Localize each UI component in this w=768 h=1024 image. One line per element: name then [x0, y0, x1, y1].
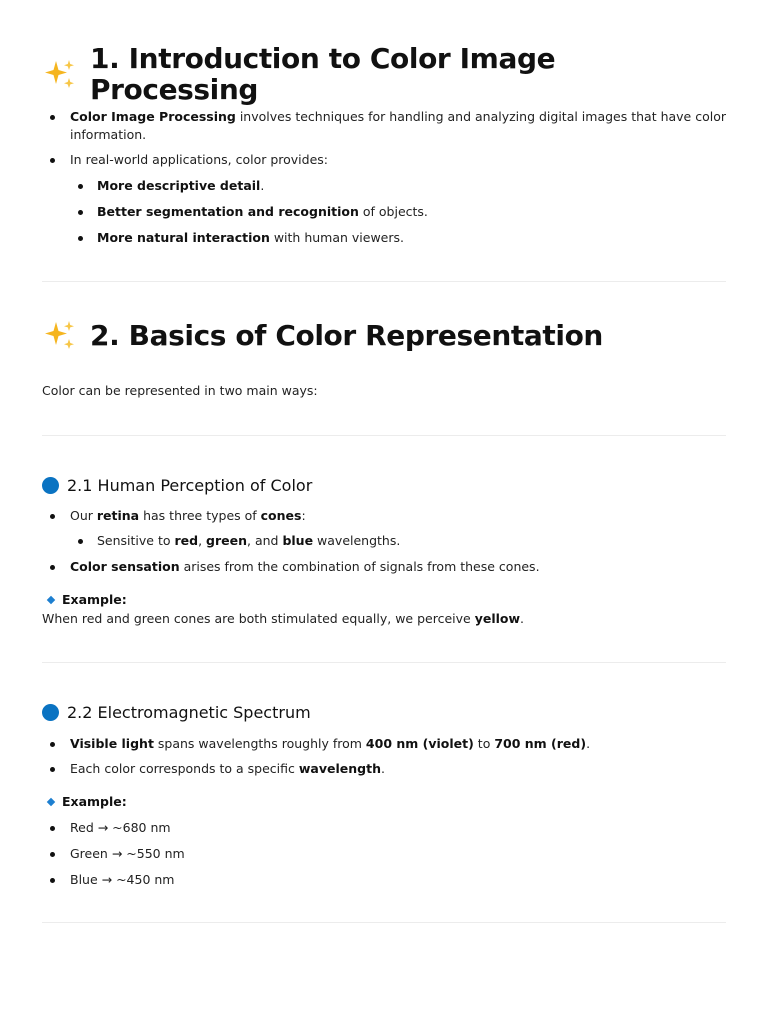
- sub-list-item: [42, 177, 726, 195]
- list-item-text: Red → ~680 nm: [70, 820, 171, 835]
- list-item-text: Blue → ~450 nm: [70, 872, 175, 887]
- bullet-dot: [78, 210, 83, 215]
- bullet-dot: [50, 826, 55, 831]
- bold-term: Color Image Processing: [70, 109, 236, 124]
- text-segment: ,: [198, 533, 207, 548]
- list-item-text: In real-world applications, color provides:: [70, 152, 329, 167]
- sparkle-icon: [42, 57, 78, 93]
- list-item: [42, 819, 726, 837]
- example-text: [42, 610, 726, 628]
- bold-term: blue: [282, 533, 314, 548]
- example-label-text: Example:: [62, 592, 127, 607]
- section-2-heading-row: [42, 318, 726, 354]
- text-segment: :: [301, 508, 306, 523]
- list-item: [42, 871, 726, 889]
- list-item-text: Green → ~550 nm: [70, 846, 185, 861]
- bullet-dot: [50, 767, 55, 772]
- section-divider: [42, 662, 726, 663]
- section-2-2-heading-text: 2.2 Electromagnetic Spectrum: [67, 703, 311, 722]
- bold-term: More descriptive detail: [97, 178, 261, 193]
- sparkle-icon: [42, 318, 78, 354]
- text-segment: to: [473, 736, 495, 751]
- section-2-heading: [42, 318, 726, 354]
- bullet-dot: [50, 158, 55, 163]
- text-segment: Our: [70, 508, 97, 523]
- bold-term: cones: [260, 508, 302, 523]
- list-item: [42, 507, 726, 525]
- sub-list-item: [42, 203, 726, 221]
- bullet-dot: [78, 539, 83, 544]
- text-segment: When red and green cones are both stimulated equally, we perceive: [42, 611, 475, 626]
- section-2-1-example: [42, 591, 726, 628]
- section-2-2-list: [42, 735, 726, 778]
- section-2-1-list: [42, 507, 726, 576]
- text-segment: , and: [247, 533, 283, 548]
- list-item: [42, 558, 726, 576]
- blue-diamond-icon: [47, 798, 55, 806]
- bold-term: wavelength: [298, 761, 381, 776]
- section-divider: [42, 922, 726, 923]
- section-2-1-heading: [42, 476, 726, 495]
- section-1-heading-row: [42, 44, 726, 106]
- sub-list-item: [42, 532, 726, 550]
- bold-term: 700 nm (red): [494, 736, 587, 751]
- section-2-heading-text: 2. Basics of Color Representation: [90, 318, 603, 352]
- bullet-dot: [50, 115, 55, 120]
- list-item: [42, 845, 726, 863]
- bold-term: Better segmentation and recognition: [97, 204, 359, 219]
- text-segment: spans wavelengths roughly from: [153, 736, 366, 751]
- example-label-text: Example:: [62, 794, 127, 809]
- list-item: [42, 151, 726, 169]
- text-segment: Each color corresponds to a specific: [70, 761, 299, 776]
- bold-term: red: [174, 533, 199, 548]
- section-2-2-heading-row: [42, 703, 726, 722]
- list-item: [42, 735, 726, 753]
- text-segment: Sensitive to: [97, 533, 175, 548]
- sub-list-item: [42, 229, 726, 247]
- section-divider: [42, 281, 726, 282]
- bold-term: yellow: [474, 611, 521, 626]
- bold-term: Color sensation: [70, 559, 180, 574]
- section-2-1-heading-row: [42, 476, 726, 495]
- text-segment: .: [586, 736, 591, 751]
- section-2-2-heading: [42, 703, 726, 722]
- bullet-dot: [50, 565, 55, 570]
- text-segment: has three types of: [139, 508, 261, 523]
- bullet-dot: [50, 878, 55, 883]
- blue-circle-icon: [42, 477, 59, 494]
- bold-term: green: [206, 533, 248, 548]
- section-1-heading: [42, 44, 726, 106]
- list-item: [42, 760, 726, 778]
- list-item-text: .: [260, 178, 265, 193]
- example-label: [42, 793, 726, 811]
- section-1-heading-text: 1. Introduction to Color Image Processing: [90, 42, 556, 106]
- blue-circle-icon: [42, 704, 59, 721]
- bullet-dot: [50, 514, 55, 519]
- bold-term: More natural interaction: [97, 230, 270, 245]
- text-segment: .: [380, 761, 385, 776]
- list-item-text: of objects.: [358, 204, 428, 219]
- bold-term: retina: [96, 508, 140, 523]
- bullet-dot: [78, 184, 83, 189]
- section-2-1-heading-text: 2.1 Human Perception of Color: [67, 476, 313, 495]
- text-segment: wavelengths.: [313, 533, 401, 548]
- bullet-dot: [78, 236, 83, 241]
- section-divider: [42, 435, 726, 436]
- list-item-text: involves techniques for handling and analyzing digital images that have color: [235, 109, 727, 124]
- section-2-intro: Color can be represented in two main ways:: [42, 383, 318, 398]
- section-1-list: [42, 108, 726, 247]
- bullet-dot: [50, 852, 55, 857]
- text-segment: .: [520, 611, 525, 626]
- section-2-2-example: [42, 793, 726, 889]
- bold-term: Visible light: [70, 736, 154, 751]
- blue-diamond-icon: [47, 596, 55, 604]
- bold-term: 400 nm (violet): [365, 736, 474, 751]
- list-item-text-continued: information.: [70, 127, 147, 142]
- text-segment: arises from the combination of signals from these cones.: [179, 559, 540, 574]
- example-label: [42, 591, 726, 609]
- bullet-dot: [50, 742, 55, 747]
- list-item: [42, 108, 726, 144]
- list-item-text: with human viewers.: [269, 230, 405, 245]
